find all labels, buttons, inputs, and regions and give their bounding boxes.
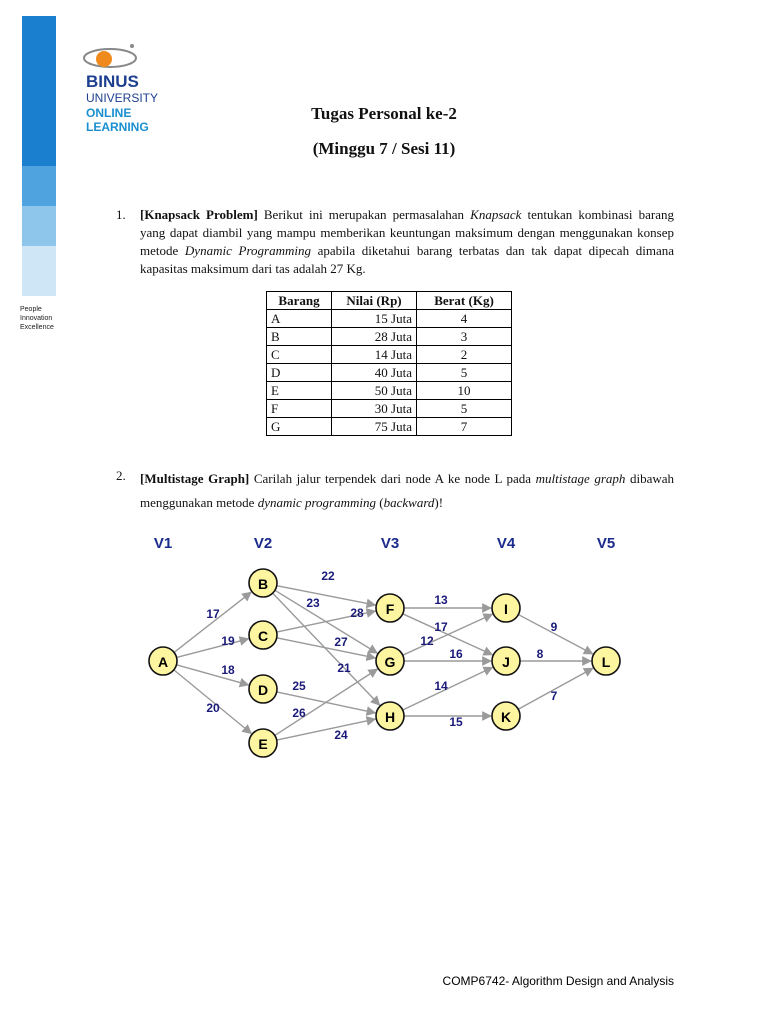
multistage-graph — [130, 528, 650, 768]
footer-course: COMP6742- Algorithm Design and Analysis — [442, 974, 674, 988]
table-cell: 28 Juta — [332, 328, 417, 346]
table-row — [267, 310, 512, 328]
table-cell: 2 — [417, 346, 512, 364]
graph-node — [592, 647, 620, 675]
node-label: E — [258, 736, 268, 752]
table-row — [267, 364, 512, 382]
table-cell: 5 — [417, 364, 512, 382]
page-subtitle: (Minggu 7 / Sesi 11) — [312, 139, 456, 158]
edge-weight: 12 — [420, 634, 434, 648]
stage-label: V4 — [496, 535, 516, 552]
table-row — [267, 382, 512, 400]
edge-weight: 17 — [206, 607, 220, 621]
edge-weight: 14 — [434, 679, 448, 693]
graph-edge — [176, 665, 248, 685]
node-label: J — [502, 654, 510, 670]
logo-mark-icon — [82, 38, 142, 72]
graph-edge — [275, 669, 378, 735]
graph-node — [376, 702, 404, 730]
node-label: I — [504, 601, 508, 617]
edge-weight: 25 — [292, 679, 306, 693]
edge-weight: 9 — [550, 620, 558, 634]
edge-weight: 27 — [334, 635, 348, 649]
table-cell: 5 — [417, 400, 512, 418]
node-label: B — [257, 576, 269, 592]
column-header: Barang — [267, 292, 332, 310]
table-header-row — [267, 292, 512, 310]
graph-node — [249, 569, 277, 597]
graph-node — [249, 729, 277, 757]
table-cell: 10 — [417, 382, 512, 400]
table-cell: 30 Juta — [332, 400, 417, 418]
graph-node — [249, 675, 277, 703]
table-cell: 14 Juta — [332, 346, 417, 364]
page-title: Tugas Personal ke-2 — [311, 104, 457, 123]
question-number: 2. — [116, 468, 126, 483]
stage-label: V3 — [380, 535, 400, 552]
question-number: 1. — [116, 207, 126, 222]
node-label: A — [157, 654, 169, 670]
column-header: Nilai (Rp) — [332, 292, 417, 310]
table-row — [267, 400, 512, 418]
question1-text: [Knapsack Problem] Berikut ini merupakan permasalahan Knapsack tentukan kombinasi barang yang dapat diambil yang mampu memberikan keuntungan maksimum dengan menggunakan konsep metode Dynamic Programming apabila diketahui barang terbatas dan tak dapat dipecah dimana kapasitas maksimum dari tas adalah 27 Kg. — [140, 207, 674, 276]
tagline — [20, 305, 80, 332]
logo-word-binus: BINUS — [86, 72, 139, 91]
node-label: H — [384, 709, 396, 725]
table-cell: A — [267, 310, 332, 328]
edge-weight: 26 — [292, 706, 306, 720]
table-cell: 15 Juta — [332, 310, 417, 328]
edge-weight: 18 — [221, 663, 235, 677]
table-cell: E — [267, 382, 332, 400]
table-cell: 7 — [417, 418, 512, 436]
edge-weight: 7 — [550, 689, 558, 703]
knapsack-table — [266, 291, 512, 436]
edge-weight: 16 — [449, 647, 463, 661]
edge-weight: 19 — [221, 634, 235, 648]
node-label: F — [385, 601, 395, 617]
logo-word-learning: LEARNING — [86, 120, 149, 134]
table-cell: G — [267, 418, 332, 436]
edge-weight: 28 — [350, 606, 364, 620]
table-cell: 50 Juta — [332, 382, 417, 400]
table-row — [267, 328, 512, 346]
edge-weight: 22 — [321, 569, 335, 583]
node-label: L — [601, 654, 611, 670]
question2-text: [Multistage Graph] Carilah jalur terpendek dari node A ke node L pada multistage graph dibawah menggunakan metode dynamic programming (backward)! — [140, 471, 674, 510]
node-label: K — [500, 709, 512, 725]
column-header: Berat (Kg) — [417, 292, 512, 310]
edge-weight: 17 — [434, 620, 448, 634]
node-label: D — [257, 682, 269, 698]
graph-edge — [277, 719, 376, 740]
node-label: C — [257, 628, 269, 644]
edge-weight: 15 — [449, 715, 463, 729]
logo-word-university: UNIVERSITY — [86, 91, 159, 105]
edge-weight: 24 — [334, 728, 348, 742]
graph-node — [492, 647, 520, 675]
graph-node — [149, 647, 177, 675]
graph-edge — [277, 586, 376, 605]
table-cell: 75 Juta — [332, 418, 417, 436]
tagline-line: Excellence — [20, 324, 54, 331]
table-cell: 4 — [417, 310, 512, 328]
graph-node — [376, 647, 404, 675]
node-label: G — [384, 654, 396, 670]
tagline-line: People — [20, 306, 42, 313]
table-cell: B — [267, 328, 332, 346]
graph-edge — [174, 592, 251, 652]
stage-label: V2 — [253, 535, 273, 552]
logo-word-online: ONLINE — [86, 106, 132, 120]
stage-label: V5 — [596, 535, 616, 552]
edge-weight: 23 — [306, 596, 320, 610]
graph-node — [492, 594, 520, 622]
graph-edge — [277, 638, 376, 658]
graph-node — [492, 702, 520, 730]
graph-node — [376, 594, 404, 622]
table-cell: C — [267, 346, 332, 364]
table-cell: D — [267, 364, 332, 382]
edge-weight: 8 — [536, 647, 544, 661]
stage-label: V1 — [153, 535, 173, 552]
edge-weight: 21 — [337, 661, 351, 675]
table-cell: 3 — [417, 328, 512, 346]
edge-weight: 20 — [206, 701, 220, 715]
tagline-line: Innovation — [20, 315, 53, 322]
edge-weight: 13 — [434, 593, 448, 607]
graph-node — [249, 621, 277, 649]
table-cell: F — [267, 400, 332, 418]
table-row — [267, 346, 512, 364]
table-row — [267, 418, 512, 436]
table-cell: 40 Juta — [332, 364, 417, 382]
